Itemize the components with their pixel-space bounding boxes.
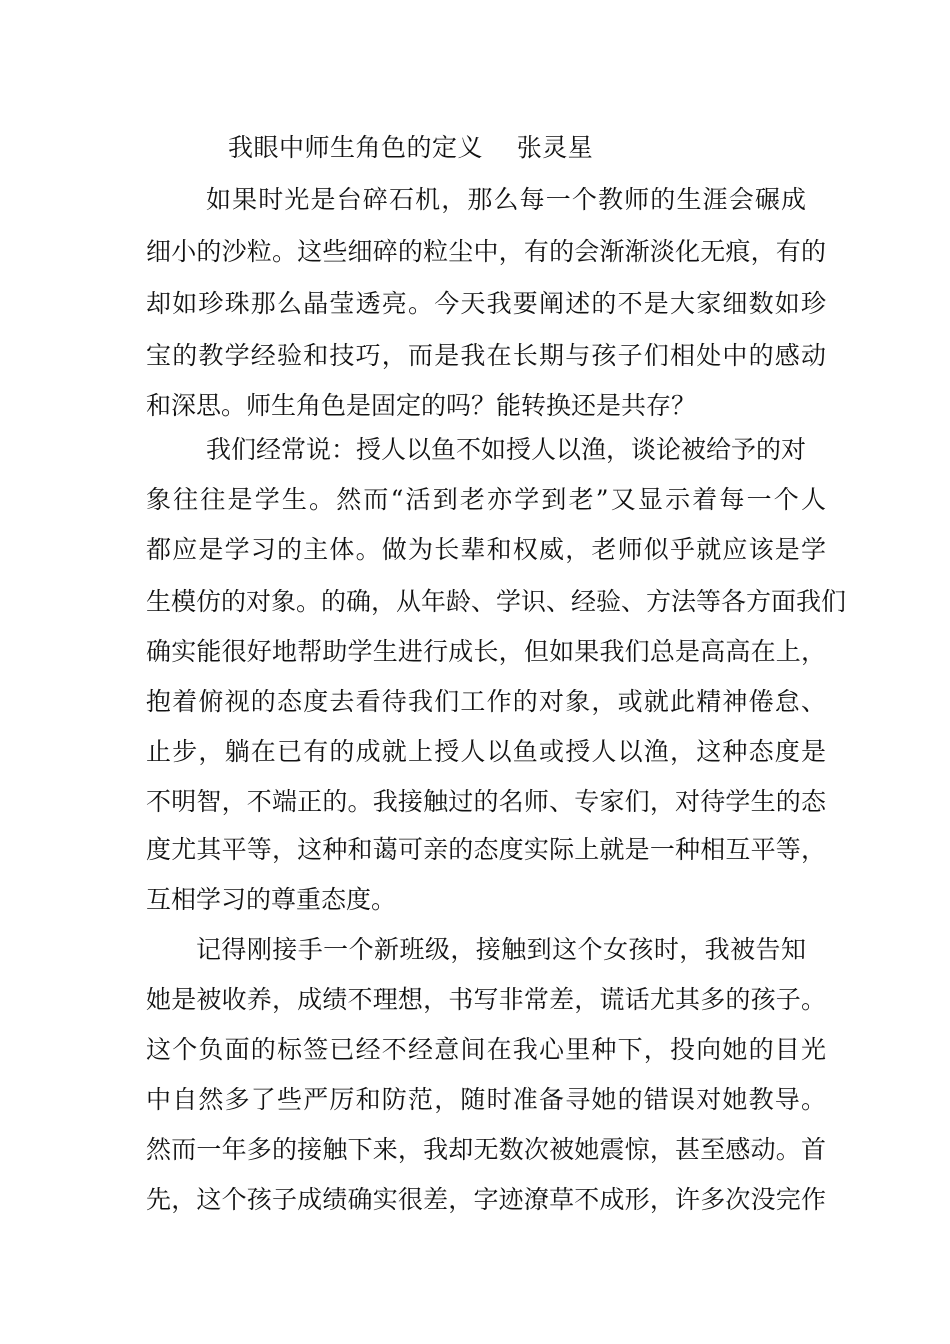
paragraph-1-line-5: 和深思。师生角色是固定的吗？能转换还是共存？ — [146, 391, 697, 420]
paragraph-2-line-4: 生模仿的对象。的确，从年龄、学识、经验、方法等各方面我们 — [146, 587, 847, 616]
paragraph-2-line-6: 抱着俯视的态度去看待我们工作的对象，或就此精神倦怠、 — [146, 687, 826, 716]
paragraph-1-line-3: 却如珍珠那么晶莹透亮。今天我要阐述的不是大家细数如珍 — [146, 289, 826, 318]
paragraph-1-line-4: 宝的教学经验和技巧，而是我在长期与孩子们相处中的感动 — [146, 341, 826, 370]
paragraph-1-line-1: 如果时光是台碎石机，那么每一个教师的生涯会碾成 — [206, 185, 806, 214]
paragraph-3-line-2: 她是被收养，成绩不理想，书写非常差，谎话尤其多的孩子。 — [146, 985, 826, 1014]
paragraph-2-line-3: 都应是学习的主体。做为长辈和权威，老师似乎就应该是学 — [146, 535, 826, 564]
paragraph-2-line-2: 象往往是学生。然而“活到老亦学到老”又显示着每一个人 — [146, 485, 826, 514]
paragraph-3-line-5: 然而一年多的接触下来，我却无数次被她震惊，甚至感动。首 — [146, 1135, 826, 1164]
paragraph-1-line-2: 细小的沙粒。这些细碎的粒尘中，有的会渐渐淡化无痕，有的 — [146, 237, 826, 266]
paragraph-3-line-1: 记得刚接手一个新班级，接触到这个女孩时，我被告知 — [196, 935, 806, 964]
paragraph-3-line-3: 这个负面的标签已经不经意间在我心里种下，投向她的目光 — [146, 1035, 826, 1064]
paragraph-3-line-6: 先，这个孩子成绩确实很差，字迹潦草不成形，许多次没完作 — [146, 1185, 826, 1214]
paragraph-2-line-9: 度尤其平等，这种和蔼可亲的态度实际上就是一种相互平等， — [146, 835, 826, 864]
paragraph-2-line-10: 互相学习的尊重态度。 — [146, 885, 397, 914]
paragraph-3-line-4: 中自然多了些严厉和防范，随时准备寻她的错误对她教导。 — [146, 1085, 826, 1114]
document-title: 我眼中师生角色的定义 张灵星 — [228, 133, 594, 162]
paragraph-2-line-5: 确实能很好地帮助学生进行成长，但如果我们总是高高在上， — [146, 637, 826, 666]
paragraph-2-line-7: 止步，躺在已有的成就上授人以鱼或授人以渔，这种态度是 — [146, 737, 826, 766]
paragraph-2-line-1: 我们经常说：授人以鱼不如授人以渔，谈论被给予的对 — [206, 435, 807, 464]
paragraph-2-line-8: 不明智，不端正的。我接触过的名师、专家们，对待学生的态 — [146, 787, 826, 816]
